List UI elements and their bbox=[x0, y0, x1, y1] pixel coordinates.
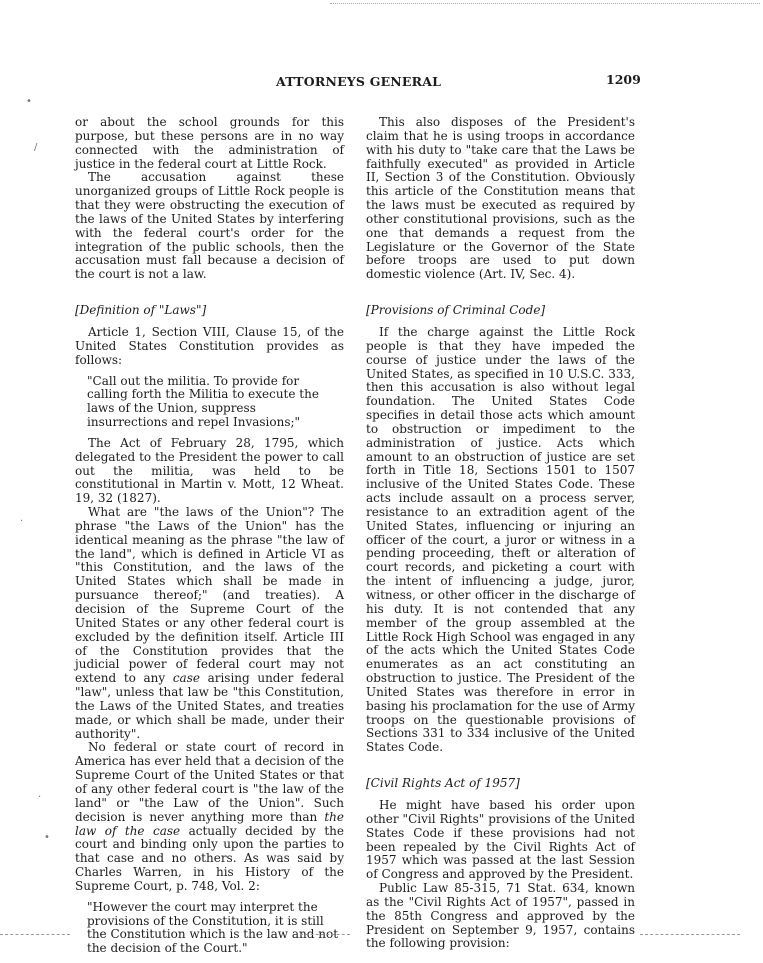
block-quote: "Call out the militia. To provide for calling forth the Militia to execute the laws of the Union, suppress insurrections and repel Invasions;" bbox=[87, 373, 319, 430]
margin-mark: · bbox=[20, 516, 24, 527]
section-heading: [Definition of "Laws"] bbox=[75, 303, 207, 318]
paragraph: The Act of February 28, 1795, which delegated to the President the power to call out the militia, was held to be constitutional in Martin v. Mott, 12 Wheat. 19, 32 (1827). bbox=[75, 435, 344, 506]
paragraph bbox=[75, 741, 344, 893]
block-quote: "However the court may interpret the provisions of the Constitution, it is still the Constitution which is the law and not the decision of the Court." bbox=[87, 899, 339, 956]
margin-mark: / bbox=[34, 142, 38, 153]
paragraph: Public Law 85-315, 71 Stat. 634, known as the "Civil Rights Act of 1957", passed in the 85th Congress and approved by the President on September 9, 1957, contains the following provision: bbox=[366, 881, 635, 951]
scan-edge bbox=[300, 934, 350, 935]
paragraph: If the charge against the Little Rock people is that they have impeded the course of justice under the laws of the United States, as specified in 10 U.S.C. 333, then this accusation is also without legal foundation. The United States Code specifies in detail those acts which amount to obstruction or impediment to the administration of justice. Acts which amount to an obstruction of justice are set forth in Title 18, Sections 1501 to 1507 inclusive of the United States Code. These acts include assault on a process server, resistance to an extradition agent of the United States, influencing or injuring an officer of the court, a juror or witness in a pending proceeding, theft or alteration of court records, and picketing a court with the intent of influencing a judge, juror, witness, or other officer in the discharge of his duty. It is not contended that any member of the group assembled at the Little Rock High School was engaged in any of the acts which the United States Code enumerates as an act constituting an obstruction to justice. The President of the United States was therefore in error in basing his proclamation for the use of Army troops on the questionable provisions of Sections 331 to 334 inclusive of the United States Code. bbox=[366, 324, 635, 755]
text-run: arising under federal "law", unless that law be "this Constitution, the Laws of the United States, and treaties made, or which shall be made, under their authority". bbox=[75, 671, 345, 741]
text-run: actually decided by the court and binding only upon the parties to that case and no others. As was said by Charles Warren, in his History of the Supreme Court, p. 748, Vol. 2: bbox=[75, 823, 344, 893]
paragraph: or about the school grounds for this purpose, but these persons are in no way connected with the administration of justice in the federal court at Little Rock. bbox=[75, 115, 344, 171]
paragraph bbox=[75, 506, 344, 741]
emphasis: case bbox=[172, 671, 200, 686]
text-run: What are "the laws of the Union"? The phrase "the Laws of the Union" has the identical meaning as the phrase "the law of the land", which is defined in Article VI as "this Constitution, and the laws of the United States which shall be made in pursuance thereof;" (and treaties). A decision of the Supreme Court of the United States or any other federal court is excluded by the definition itself. Article III of the Constitution provides that the judicial power of federal court may not extend to any bbox=[75, 505, 344, 686]
right-column bbox=[366, 116, 635, 951]
margin-mark: • bbox=[44, 832, 50, 843]
left-column bbox=[75, 116, 344, 963]
section-heading: [Provisions of Criminal Code] bbox=[366, 303, 546, 318]
scan-edge bbox=[0, 934, 70, 935]
section-heading: [Civil Rights Act of 1957] bbox=[366, 776, 520, 791]
margin-mark: · bbox=[38, 792, 42, 803]
paragraph: Article 1, Section VIII, Clause 15, of the United States Constitution provides as follows: bbox=[75, 324, 344, 367]
emphasis: the law of the case bbox=[75, 809, 344, 838]
scan-edge bbox=[640, 934, 740, 935]
paragraph: The accusation against these unorganized groups of Little Rock people is that they were obstructing the execution of the laws of the United States by interfering with the federal court's order for the integration of the public schools, then the accusation must fall because a decision of the court is not a law. bbox=[75, 170, 344, 282]
page-number: 1209 bbox=[606, 72, 641, 87]
paragraph: He might have based his order upon other "Civil Rights" provisions of the United States Code if these provisions had not been repealed by the Civil Rights Act of 1957 which was passed at the last Session of Congress and approved by the President. bbox=[366, 797, 635, 882]
paragraph: This also disposes of the President's claim that he is using troops in accordance with his duty to "take care that the Laws be faithfully executed" as provided in Article II, Section 3 of the Constitution. Obviously this article of the Constitution means that the laws must be executed as required by other constitutional provisions, such as the one that demands a request from the Legislature or the Governor of the State before troops are used to put down domestic violence (Art. IV, Sec. 4). bbox=[366, 115, 635, 282]
top-edge-dots bbox=[330, 3, 760, 4]
text-run: No federal or state court of record in America has ever held that a decision of the Supreme Court of the United States or that of any other federal court is "the law of the land" or "the Law of the Union". Such decision is never anything more than bbox=[75, 740, 344, 824]
margin-mark: • bbox=[26, 96, 32, 107]
running-head: ATTORNEYS GENERAL bbox=[276, 74, 442, 89]
